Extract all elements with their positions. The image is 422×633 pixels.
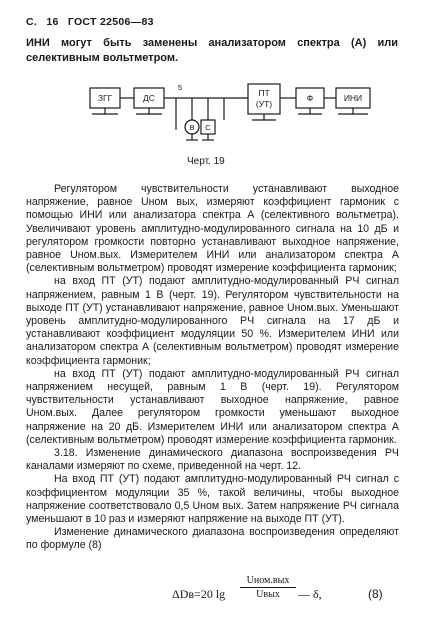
formula-number: (8)	[368, 587, 383, 601]
block-diagram	[88, 80, 388, 172]
label-zgg: ЗГГ	[97, 93, 113, 103]
page-prefix: С.	[26, 16, 38, 28]
formula-rest: — δ,	[298, 587, 322, 601]
label-v: В	[189, 123, 195, 132]
formula-8	[0, 575, 422, 615]
paragraph-6: Изменение динамического диапазона воспроизведения определяют по формуле (8)	[26, 526, 399, 552]
page-number: 16	[46, 16, 59, 28]
label-ut: (УТ)	[255, 99, 273, 109]
page-header	[26, 16, 160, 28]
node-label: 5	[177, 83, 183, 92]
figure-caption: Черт. 19	[187, 156, 225, 167]
body-text	[26, 183, 399, 553]
label-c: С	[205, 123, 211, 132]
lead-paragraph: ИНИ могут быть заменены анализатором спектра (А) или селективным вольтметром.	[26, 37, 398, 64]
label-f: Ф	[306, 93, 314, 103]
paragraph-5: На вход ПТ (УТ) подают амплитудно-модулированный РЧ сигнал с коэффициентом модуляции 35 %, такой величины, чтобы выходное напряжение соответствовало 0,5 Uном вых. Затем напряжение РЧ сигнала уменьшают в 10 раз и измеряют напряжение на выходе ПТ (УТ).	[26, 473, 399, 526]
formula-denominator: Uвых	[256, 589, 280, 600]
paragraph-1: Регулятором чувствительности устанавливают выходное напряжение, равное Uном вых, измеряют коэффициент гармоник с помощью ИНИ или анализатора спектра А (селективного вольтметра). Увеличивают уровень амплитудно-модулированного сигнала на 10 дБ и регулятором громкости повторно устанавливают выходное напряжение, равное Uном.вых. Измерителем ИНИ или анализатором спектра А (селективным вольтметром) проводят измерение коэффициента гармоник;	[26, 183, 399, 275]
formula-numerator: Uном.вых	[240, 575, 296, 588]
standard-code: ГОСТ 22506—83	[67, 16, 154, 28]
label-pt: ПТ	[258, 88, 270, 98]
formula-fraction	[240, 575, 296, 600]
paragraph-4: 3.18. Изменение динамического диапазона воспроизведения РЧ каналами измеряют по схеме, приведенной на черт. 12.	[26, 447, 399, 473]
label-ds: ДС	[143, 93, 155, 103]
formula-lhs: ΔDв=20 lg	[172, 587, 226, 601]
paragraph-3: на вход ПТ (УТ) подают амплитудно-модулированный РЧ сигнал напряжением несущей, равным 1 В (черт. 19). Регулятором чувствительности устанавливают выходное напряжение, равное Uном.вых. Далее регулятором громкости уменьшают выходное напряжение на 20 дБ. Измерителем ИНИ или анализатором спектра А (селективным вольтметром) проводят измерение коэффициента гармоник.	[26, 367, 399, 446]
paragraph-2: на вход ПТ (УТ) подают амплитудно-модулированный РЧ сигнал напряжением, равным 1 В (черт. 19). Регулятором чувствительности на выходе ПТ (УТ) устанавливают напряжение, равное Uном.вых. Уменьшают уровень амплитудно-модулированного РЧ сигнала на 17 дБ и устанавливают коэффициент модуляции 50 %. Измерителем ИНИ или анализатором спектра А (селективным вольтметром) проводят измерение коэффициента гармоник;	[26, 275, 399, 367]
label-ini: ИНИ	[343, 93, 363, 103]
